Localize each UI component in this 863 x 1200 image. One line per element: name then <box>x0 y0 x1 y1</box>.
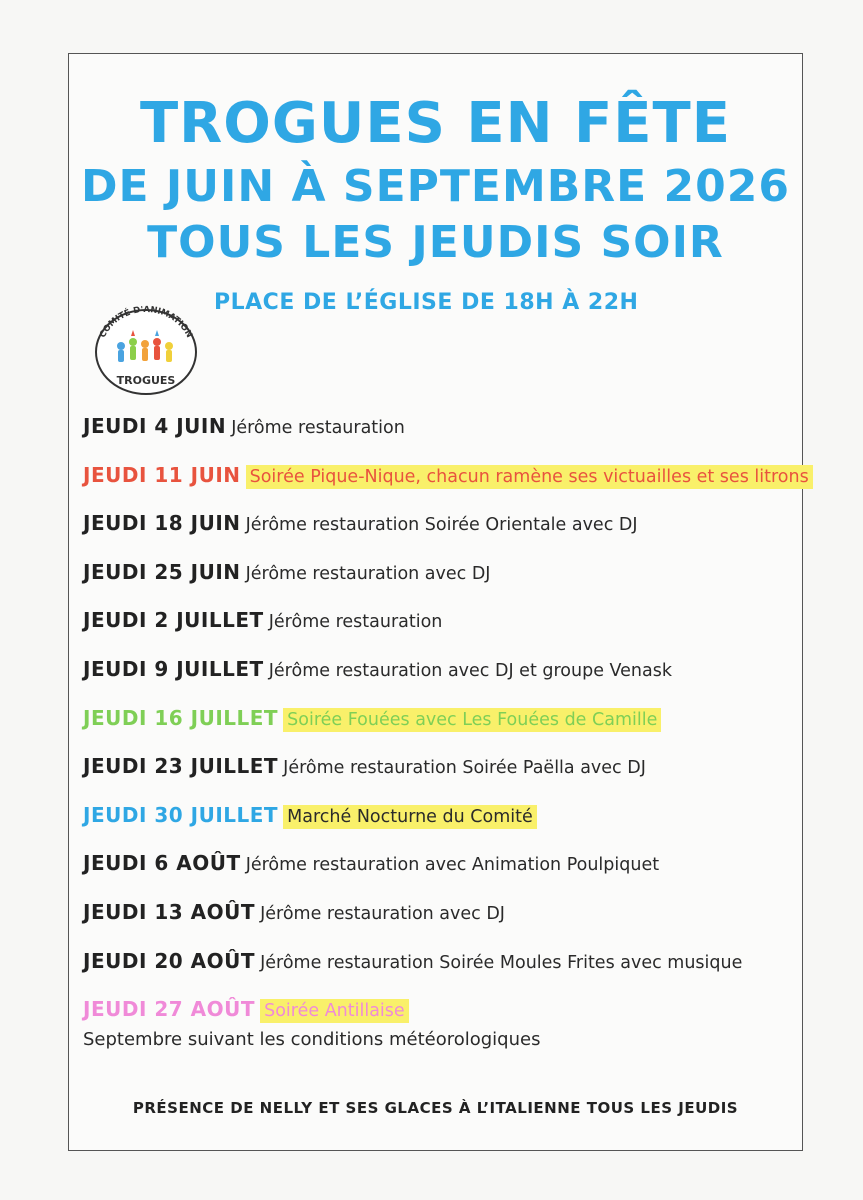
event-row <box>83 703 798 752</box>
poster-subtitle-dates: DE JUIN À SEPTEMBRE 2026 <box>81 161 790 212</box>
event-row <box>83 751 798 800</box>
event-date: JEUDI 6 AOÛT <box>83 851 241 876</box>
event-date: JEUDI 11 JUIN <box>83 462 241 487</box>
poster <box>68 53 809 1151</box>
logo-arc-text: COMITÉ D'ANIMATION <box>97 304 195 340</box>
poster-title: TROGUES EN FÊTE <box>139 91 732 156</box>
event-date: JEUDI 30 JUILLET <box>83 802 279 827</box>
event-description: Jérôme restauration Soirée Orientale avec DJ <box>245 515 638 536</box>
event-row <box>83 460 809 509</box>
event-description: Soirée Pique-Nique, chacun ramène ses victuailles et ses litrons <box>246 465 813 489</box>
event-row <box>83 605 798 654</box>
events-list <box>83 411 809 1043</box>
committee-logo <box>87 302 205 396</box>
event-date: JEUDI 4 JUIN <box>83 414 227 438</box>
event-place: PLACE DE L’ÉGLISE DE 18H À 22H <box>214 290 639 315</box>
event-description: Jérôme restauration Soirée Paëlla avec DJ <box>283 758 646 779</box>
event-row <box>83 654 798 703</box>
event-date: JEUDI 23 JUILLET <box>83 754 279 779</box>
event-row <box>83 848 798 897</box>
event-row <box>83 557 798 606</box>
event-date: JEUDI 9 JUILLET <box>83 656 264 681</box>
event-date: JEUDI 2 JUILLET <box>83 608 264 633</box>
event-date: JEUDI 20 AOÛT <box>83 948 256 973</box>
logo-bottom-text: TROGUES <box>116 374 176 387</box>
september-note: Septembre suivant les conditions météorologiques <box>83 1029 541 1050</box>
event-date: JEUDI 27 AOÛT <box>83 997 256 1022</box>
event-date: JEUDI 25 JUIN <box>83 559 241 584</box>
event-row <box>83 508 798 557</box>
event-row <box>83 897 798 946</box>
event-description: Jérôme restauration avec DJ et groupe Venask <box>268 660 672 681</box>
event-description: Jérôme restauration avec Animation Poulpiquet <box>245 855 660 876</box>
event-description: Soirée Fouées avec Les Fouées de Camille <box>283 708 661 732</box>
event-description: Jérôme restauration <box>231 418 405 438</box>
event-description: Jérôme restauration avec DJ <box>245 563 491 584</box>
event-row <box>83 946 798 995</box>
event-date: JEUDI 16 JUILLET <box>83 705 279 730</box>
event-description: Jérôme restauration Soirée Moules Frites avec musique <box>260 952 743 973</box>
event-description: Soirée Antillaise <box>260 999 409 1023</box>
event-description: Jérôme restauration <box>268 612 443 633</box>
event-row <box>83 411 798 460</box>
poster-subtitle-thursdays: TOUS LES JEUDIS SOIR <box>147 217 724 268</box>
event-date: JEUDI 13 AOÛT <box>83 899 256 924</box>
event-date: JEUDI 18 JUIN <box>83 511 241 536</box>
footer-ice-cream: PRÉSENCE DE NELLY ET SES GLACES À L’ITALIENNE TOUS LES JEUDIS <box>132 1099 739 1117</box>
event-row <box>83 800 798 849</box>
event-description: Marché Nocturne du Comité <box>283 805 537 829</box>
event-description: Jérôme restauration avec DJ <box>260 903 505 924</box>
